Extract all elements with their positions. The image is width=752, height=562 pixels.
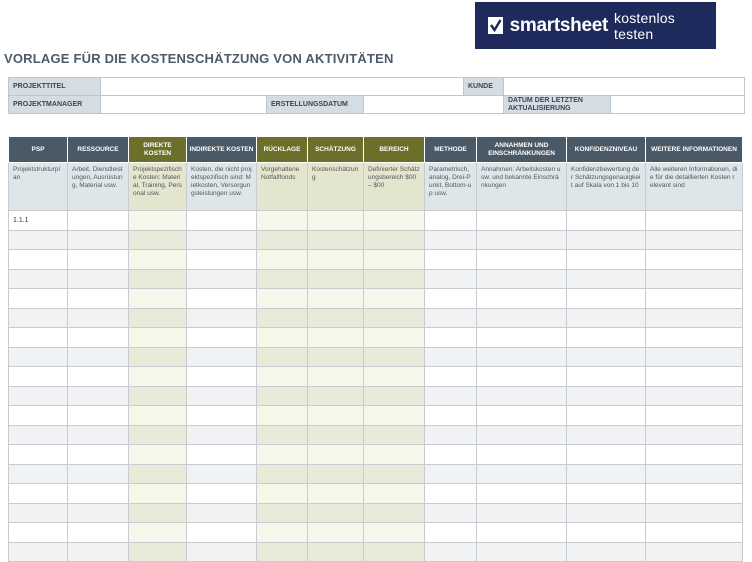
table-cell[interactable] bbox=[9, 386, 68, 406]
desc-reserve: Vorgehaltene Notfallfonds bbox=[257, 163, 308, 211]
table-cell[interactable] bbox=[308, 289, 364, 309]
table-row bbox=[9, 347, 743, 367]
table-cell[interactable] bbox=[257, 328, 308, 348]
table-cell[interactable] bbox=[257, 406, 308, 426]
table-cell[interactable] bbox=[68, 445, 129, 465]
table-cell[interactable] bbox=[425, 328, 477, 348]
table-cell[interactable] bbox=[129, 289, 187, 309]
table-cell[interactable] bbox=[129, 367, 187, 387]
cost-estimate-table bbox=[8, 136, 743, 562]
table-cell[interactable] bbox=[646, 523, 743, 543]
header-row bbox=[9, 137, 743, 163]
table-cell[interactable] bbox=[567, 269, 646, 289]
table-cell[interactable] bbox=[646, 484, 743, 504]
page-title: VORLAGE FÜR DIE KOSTENSCHÄTZUNG VON AKTIVITÄTEN bbox=[4, 51, 394, 66]
table-row bbox=[9, 269, 743, 289]
table-cell[interactable] bbox=[364, 503, 425, 523]
table-cell[interactable] bbox=[425, 289, 477, 309]
table-cell[interactable] bbox=[9, 445, 68, 465]
table-cell[interactable] bbox=[187, 503, 257, 523]
table-cell[interactable] bbox=[567, 289, 646, 309]
table-cell[interactable] bbox=[257, 445, 308, 465]
desc-assumptions: Annahmen: Arbeitskosten usw. und bekannte Einschränkungen bbox=[477, 163, 567, 211]
table-row bbox=[9, 484, 743, 504]
smartsheet-banner[interactable] bbox=[475, 2, 716, 49]
table-cell[interactable] bbox=[129, 211, 187, 231]
table-cell[interactable] bbox=[187, 425, 257, 445]
table-cell[interactable] bbox=[308, 347, 364, 367]
table-cell[interactable] bbox=[257, 347, 308, 367]
client-label: KUNDE bbox=[464, 78, 504, 96]
table-cell[interactable] bbox=[477, 425, 567, 445]
table-cell[interactable] bbox=[646, 230, 743, 250]
table-row bbox=[9, 386, 743, 406]
table-row bbox=[9, 367, 743, 387]
table-cell[interactable] bbox=[425, 406, 477, 426]
table-cell[interactable] bbox=[9, 289, 68, 309]
col-header-range: BEREICH bbox=[364, 137, 425, 163]
table-cell[interactable] bbox=[187, 445, 257, 465]
table-cell[interactable] bbox=[257, 484, 308, 504]
table-cell[interactable] bbox=[425, 269, 477, 289]
table-cell[interactable] bbox=[187, 367, 257, 387]
table-cell[interactable] bbox=[477, 211, 567, 231]
table-cell[interactable] bbox=[477, 289, 567, 309]
col-header-indirect-costs: INDIREKTE KOSTEN bbox=[187, 137, 257, 163]
table-cell[interactable] bbox=[308, 308, 364, 328]
table-cell[interactable] bbox=[477, 250, 567, 270]
table-cell[interactable] bbox=[477, 503, 567, 523]
table-cell[interactable] bbox=[68, 484, 129, 504]
table-cell[interactable] bbox=[257, 250, 308, 270]
desc-confidence: Konfidenzbewertung der Schätzungsgenauigkeit auf Skala von 1 bis 10 bbox=[567, 163, 646, 211]
table-cell[interactable] bbox=[68, 503, 129, 523]
table-cell[interactable] bbox=[9, 230, 68, 250]
col-header-estimate: SCHÄTZUNG bbox=[308, 137, 364, 163]
table-cell[interactable] bbox=[567, 347, 646, 367]
table-cell[interactable] bbox=[68, 289, 129, 309]
table-cell[interactable] bbox=[68, 328, 129, 348]
table-row bbox=[9, 250, 743, 270]
table-cell[interactable] bbox=[364, 250, 425, 270]
table-cell[interactable] bbox=[425, 445, 477, 465]
table-cell[interactable] bbox=[425, 503, 477, 523]
desc-estimate: Kostenschätzung bbox=[308, 163, 364, 211]
col-header-confidence: KONFIDENZNIVEAU bbox=[567, 137, 646, 163]
col-header-assumptions: ANNAHMEN UND EINSCHRÄNKUNGEN bbox=[477, 137, 567, 163]
table-row bbox=[9, 308, 743, 328]
table-cell[interactable] bbox=[364, 445, 425, 465]
table-cell[interactable] bbox=[187, 308, 257, 328]
table-cell[interactable] bbox=[364, 269, 425, 289]
table-cell[interactable] bbox=[257, 425, 308, 445]
table-cell[interactable] bbox=[646, 386, 743, 406]
table-cell[interactable] bbox=[9, 406, 68, 426]
table-cell[interactable] bbox=[477, 328, 567, 348]
table-cell[interactable] bbox=[308, 406, 364, 426]
table-cell[interactable] bbox=[129, 445, 187, 465]
table-cell[interactable] bbox=[308, 250, 364, 270]
table-cell[interactable] bbox=[9, 269, 68, 289]
table-cell[interactable] bbox=[646, 425, 743, 445]
table-cell[interactable] bbox=[477, 445, 567, 465]
table-cell[interactable] bbox=[187, 347, 257, 367]
table-cell[interactable] bbox=[68, 367, 129, 387]
table-cell[interactable] bbox=[477, 406, 567, 426]
table-cell[interactable] bbox=[187, 211, 257, 231]
try-free-link[interactable]: kostenlos testen bbox=[614, 9, 675, 42]
table-cell[interactable] bbox=[257, 289, 308, 309]
table-cell[interactable] bbox=[646, 406, 743, 426]
table-cell[interactable] bbox=[567, 425, 646, 445]
table-cell[interactable] bbox=[425, 211, 477, 231]
table-cell[interactable] bbox=[646, 367, 743, 387]
table-cell[interactable] bbox=[129, 425, 187, 445]
table-cell[interactable] bbox=[187, 406, 257, 426]
project-manager-label: PROJEKTMANAGER bbox=[9, 96, 101, 114]
table-cell[interactable] bbox=[646, 250, 743, 270]
table-cell[interactable] bbox=[129, 269, 187, 289]
table-cell[interactable] bbox=[129, 406, 187, 426]
table-cell[interactable] bbox=[477, 484, 567, 504]
table-cell[interactable] bbox=[425, 367, 477, 387]
table-row bbox=[9, 445, 743, 465]
table-cell[interactable] bbox=[308, 523, 364, 543]
table-cell[interactable] bbox=[425, 347, 477, 367]
table-cell[interactable] bbox=[477, 367, 567, 387]
table-row bbox=[9, 289, 743, 309]
created-date-field[interactable] bbox=[364, 96, 504, 114]
table-cell[interactable] bbox=[129, 230, 187, 250]
table-cell[interactable] bbox=[364, 484, 425, 504]
desc-direct-costs: Projektspezifische Kosten: Material, Training, Personal usw. bbox=[129, 163, 187, 211]
table-cell[interactable] bbox=[425, 425, 477, 445]
table-cell[interactable] bbox=[257, 367, 308, 387]
table-cell[interactable] bbox=[257, 503, 308, 523]
table-cell[interactable] bbox=[9, 484, 68, 504]
table-cell[interactable] bbox=[567, 308, 646, 328]
table-cell[interactable] bbox=[187, 523, 257, 543]
table-cell[interactable] bbox=[646, 328, 743, 348]
table-cell[interactable] bbox=[9, 328, 68, 348]
table-cell[interactable] bbox=[68, 347, 129, 367]
table-cell[interactable] bbox=[646, 503, 743, 523]
table-row bbox=[9, 328, 743, 348]
table-cell[interactable] bbox=[567, 211, 646, 231]
desc-resource: Arbeit, Dienstleistungen, Ausrüstung, Material usw. bbox=[68, 163, 129, 211]
table-cell[interactable] bbox=[567, 464, 646, 484]
project-manager-field[interactable] bbox=[101, 96, 267, 114]
table-cell[interactable] bbox=[257, 523, 308, 543]
table-cell[interactable] bbox=[364, 464, 425, 484]
table-cell[interactable] bbox=[187, 230, 257, 250]
table-cell[interactable] bbox=[9, 367, 68, 387]
table-cell[interactable] bbox=[308, 211, 364, 231]
table-cell[interactable] bbox=[425, 464, 477, 484]
table-cell[interactable] bbox=[68, 425, 129, 445]
desc-psp: Projektstrukturplan bbox=[9, 163, 68, 211]
table-cell[interactable] bbox=[425, 308, 477, 328]
table-cell[interactable] bbox=[187, 328, 257, 348]
table-cell[interactable] bbox=[477, 464, 567, 484]
table-cell[interactable] bbox=[257, 269, 308, 289]
table-cell[interactable] bbox=[257, 464, 308, 484]
table-cell[interactable] bbox=[9, 503, 68, 523]
table-cell[interactable] bbox=[187, 464, 257, 484]
desc-method: Parametrisch, analog, Drei-Punkt, Bottom-up usw. bbox=[425, 163, 477, 211]
table-cell[interactable] bbox=[364, 367, 425, 387]
table-cell[interactable] bbox=[646, 289, 743, 309]
table-row bbox=[9, 464, 743, 484]
table-cell[interactable] bbox=[129, 328, 187, 348]
table-cell[interactable] bbox=[129, 464, 187, 484]
table-cell[interactable] bbox=[425, 250, 477, 270]
table-cell[interactable] bbox=[68, 211, 129, 231]
table-cell[interactable] bbox=[567, 523, 646, 543]
last-updated-field[interactable] bbox=[611, 96, 745, 114]
table-cell[interactable] bbox=[646, 211, 743, 231]
table-cell[interactable] bbox=[187, 484, 257, 504]
table-cell[interactable] bbox=[646, 464, 743, 484]
table-cell[interactable] bbox=[308, 503, 364, 523]
table-cell[interactable] bbox=[308, 425, 364, 445]
table-cell[interactable] bbox=[308, 445, 364, 465]
table-cell[interactable] bbox=[567, 250, 646, 270]
table-cell[interactable] bbox=[308, 230, 364, 250]
table-cell[interactable] bbox=[364, 289, 425, 309]
table-cell[interactable] bbox=[477, 308, 567, 328]
table-cell[interactable] bbox=[308, 269, 364, 289]
table-cell[interactable] bbox=[646, 269, 743, 289]
table-row bbox=[9, 230, 743, 250]
table-cell[interactable] bbox=[646, 445, 743, 465]
desc-range: Definierter Schätzungsbereich $00 – $00 bbox=[364, 163, 425, 211]
table-cell[interactable] bbox=[129, 386, 187, 406]
col-header-psp: PSP bbox=[9, 137, 68, 163]
table-cell[interactable] bbox=[477, 347, 567, 367]
table-row bbox=[9, 406, 743, 426]
last-updated-label: DATUM DER LETZTEN AKTUALISIERUNG bbox=[504, 96, 611, 114]
table-cell[interactable] bbox=[257, 308, 308, 328]
table-row bbox=[9, 523, 743, 543]
created-date-label: ERSTELLUNGSDATUM bbox=[267, 96, 364, 114]
table-cell[interactable] bbox=[425, 484, 477, 504]
table-cell[interactable] bbox=[68, 464, 129, 484]
table-cell[interactable] bbox=[257, 386, 308, 406]
table-cell[interactable] bbox=[364, 211, 425, 231]
col-header-more-info: WEITERE INFORMATIONEN bbox=[646, 137, 743, 163]
psp-cell-first[interactable]: 1.1.1 bbox=[9, 211, 68, 231]
project-title-field[interactable] bbox=[101, 78, 464, 96]
table-cell[interactable] bbox=[129, 523, 187, 543]
project-title-label: PROJEKTTITEL bbox=[9, 78, 101, 96]
table-cell[interactable] bbox=[9, 308, 68, 328]
table-cell[interactable] bbox=[308, 484, 364, 504]
table-row bbox=[9, 425, 743, 445]
table-cell[interactable] bbox=[187, 250, 257, 270]
table-row bbox=[9, 503, 743, 523]
description-row bbox=[9, 163, 743, 211]
table-row bbox=[9, 211, 743, 231]
client-field[interactable] bbox=[504, 78, 745, 96]
table-cell[interactable] bbox=[187, 289, 257, 309]
brand-name: smartsheet bbox=[509, 14, 609, 36]
table-cell[interactable] bbox=[364, 523, 425, 543]
table-cell[interactable] bbox=[364, 406, 425, 426]
table-cell[interactable] bbox=[68, 269, 129, 289]
table-cell[interactable] bbox=[567, 367, 646, 387]
table-cell[interactable] bbox=[129, 503, 187, 523]
table-cell[interactable] bbox=[68, 523, 129, 543]
table-cell[interactable] bbox=[9, 464, 68, 484]
table-cell[interactable] bbox=[567, 484, 646, 504]
table-cell[interactable] bbox=[129, 484, 187, 504]
table-cell[interactable] bbox=[646, 347, 743, 367]
table-cell[interactable] bbox=[477, 269, 567, 289]
table-cell[interactable] bbox=[567, 386, 646, 406]
table-cell[interactable] bbox=[129, 308, 187, 328]
table-cell[interactable] bbox=[129, 347, 187, 367]
col-header-resource: RESSOURCE bbox=[68, 137, 129, 163]
col-header-reserve: RÜCKLAGE bbox=[257, 137, 308, 163]
table-cell[interactable] bbox=[308, 386, 364, 406]
table-cell[interactable] bbox=[9, 425, 68, 445]
table-cell[interactable] bbox=[68, 230, 129, 250]
table-cell[interactable] bbox=[567, 445, 646, 465]
table-cell[interactable] bbox=[364, 328, 425, 348]
table-cell[interactable] bbox=[68, 406, 129, 426]
desc-indirect-costs: Kosten, die nicht projektspezifisch sind: Mietkosten, Versorgungsleistungen usw. bbox=[187, 163, 257, 211]
table-cell[interactable] bbox=[308, 464, 364, 484]
table-cell[interactable] bbox=[308, 328, 364, 348]
table-cell[interactable] bbox=[187, 269, 257, 289]
table-cell[interactable] bbox=[364, 386, 425, 406]
table-cell[interactable] bbox=[68, 250, 129, 270]
col-header-method: METHODE bbox=[425, 137, 477, 163]
table-cell[interactable] bbox=[257, 211, 308, 231]
table-cell[interactable] bbox=[646, 308, 743, 328]
table-cell[interactable] bbox=[477, 230, 567, 250]
desc-more-info: Alle weiteren Informationen, die für die detaillierten Kosten relevant sind bbox=[646, 163, 743, 211]
table-cell[interactable] bbox=[364, 230, 425, 250]
table-cell[interactable] bbox=[364, 425, 425, 445]
table-cell[interactable] bbox=[9, 523, 68, 543]
table-cell[interactable] bbox=[567, 406, 646, 426]
table-cell[interactable] bbox=[129, 250, 187, 270]
table-cell[interactable] bbox=[477, 386, 567, 406]
table-cell[interactable] bbox=[257, 230, 308, 250]
table-cell[interactable] bbox=[68, 308, 129, 328]
table-cell[interactable] bbox=[425, 386, 477, 406]
table-cell[interactable] bbox=[364, 347, 425, 367]
table-cell[interactable] bbox=[425, 523, 477, 543]
col-header-direct-costs: DIREKTE KOSTEN bbox=[129, 137, 187, 163]
table-cell[interactable] bbox=[9, 250, 68, 270]
table-cell[interactable] bbox=[187, 386, 257, 406]
table-cell[interactable] bbox=[68, 386, 129, 406]
table-cell[interactable] bbox=[567, 328, 646, 348]
table-cell[interactable] bbox=[477, 523, 567, 543]
smartsheet-check-icon bbox=[488, 17, 503, 34]
table-cell[interactable] bbox=[425, 230, 477, 250]
table-cell[interactable] bbox=[364, 308, 425, 328]
project-info-table bbox=[8, 77, 745, 114]
table-cell[interactable] bbox=[308, 367, 364, 387]
table-cell[interactable] bbox=[567, 503, 646, 523]
table-cell[interactable] bbox=[567, 230, 646, 250]
table-cell[interactable] bbox=[9, 347, 68, 367]
